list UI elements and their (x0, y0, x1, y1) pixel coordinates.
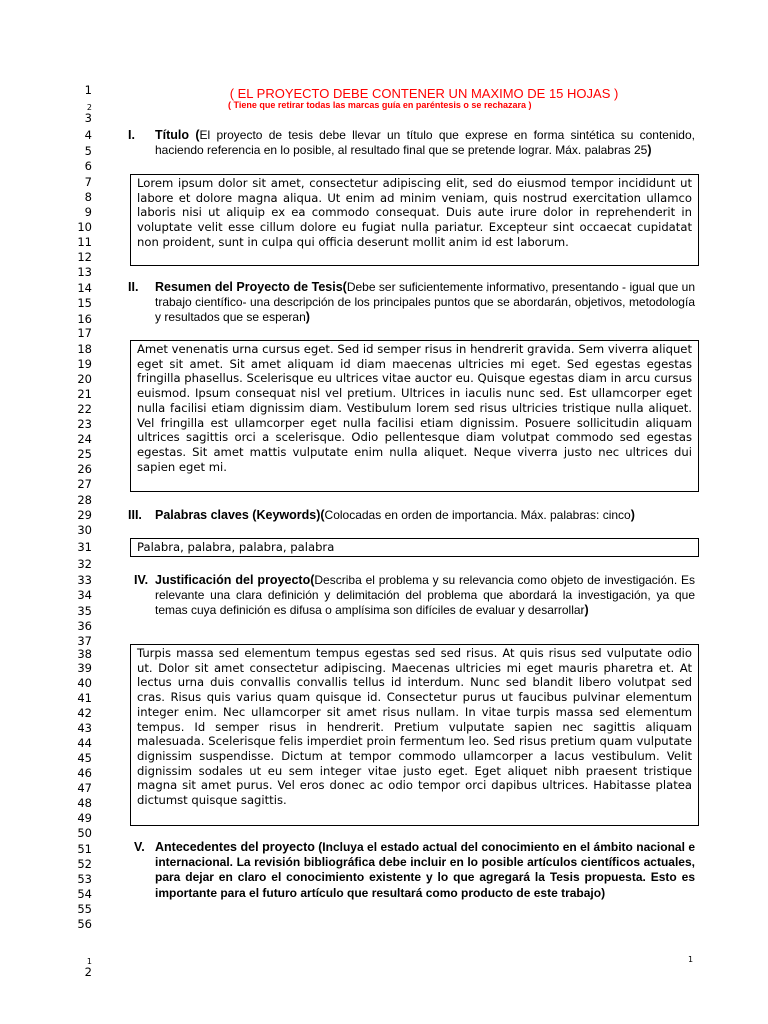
keywords-content-box[interactable]: Palabra, palabra, palabra, palabra (130, 538, 699, 557)
section-instruction: Colocadas en orden de importancia. Máx. palabras: cinco (324, 508, 631, 522)
resumen-content-box[interactable]: Amet venenatis urna cursus eget. Sed id semper risus in hendrerit gravida. Sem viverra aliquet eget sit amet. Sit amet aliquam id diam maecenas ultricies mi eget. Sed egestas egestas fringilla phasellus. Scelerisque eu ultrices vitae auctor eu. Quisque egestas diam in arcu cursus euismod. Ipsum consequat nisl vel pretium. Ultrices in iaculis nunc sed. Est ullamcorper eget nulla facilisi etiam dignissim diam. Vestibulum lorem sed risus ultricies tristique nulla aliquet. Vel fringilla est ullamcorper eget nulla facilisi etiam dignissim. Posuere sollicitudin aliquam ultrices sagittis orci a scelerisque. Odio pellentesque diam volutpat commodo sed egestas egestas. Sit amet mattis vulputate enim nulla aliquet. Neque viverra justo nec ultrices dui sapien eget mi. (130, 340, 699, 492)
line-number: 28 (77, 493, 92, 507)
line-number: 42 (77, 706, 92, 720)
line-number: 12 (77, 250, 92, 264)
line-number: 10 (77, 220, 92, 234)
titulo-content-box[interactable]: Lorem ipsum dolor sit amet, consectetur adipiscing elit, sed do eiusmod tempor incididunt ut labore et dolore magna aliqua. Ut enim ad minim veniam, quis nostrud exercitation ullamco laboris nisi ut aliquip ex ea commodo consequat. Duis aute irure dolor in reprehenderit in voluptate velit esse cillum dolore eu fugiat nulla pariatur. Excepteur sint occaecat cupidatat non proident, sunt in culpa qui officia deserunt mollit anim id est laborum. (130, 174, 699, 266)
line-number: 46 (77, 766, 92, 780)
page-limit-notice: ( EL PROYECTO DEBE CONTENER UN MAXIMO DE 15 HOJAS ) (229, 86, 619, 101)
section-numeral: I. (128, 128, 135, 142)
line-number: 38 (77, 647, 92, 661)
line-number: 19 (77, 357, 92, 371)
line-number: 1 (84, 83, 92, 97)
footer-line-number: 1 (86, 957, 92, 966)
line-number: 55 (77, 902, 92, 916)
page-number: 1 (688, 955, 694, 964)
justificacion-content-box[interactable]: Turpis massa sed elementum tempus egestas sed sed risus. At quis risus sed vulputate odio ut. Dolor sit amet consectetur adipiscing. Maecenas ultricies mi eget mauris pharetra et. At lectus urna duis convallis convallis tellus id interdum. Nunc sed blandit libero volutpat sed cras. Risus quis varius quam quisque id. Consectetur purus ut faucibus pulvinar elementum integer enim. Nec ullamcorper sit amet risus nullam. In vitae turpis massa sed elementum tempus. Id semper risus in hendrerit. Pretium vulputate sapien nec sagittis aliquam malesuada. Scelerisque felis imperdiet proin fermentum leo. Sed risus pretium quam vulputate dignissim suspendisse. Dictum at tempor commodo ullamcorper a lacus vestibulum. Velit dignissim sodales ut eu sem integer vitae justo eget. Eget aliquet nibh praesent tristique magna sit amet purus. Vel eros donec ac odio tempor orci dapibus ultrices. Habitasse platea dictumst quisque sagittis. (130, 644, 699, 826)
section-numeral: III. (128, 508, 142, 522)
section-title: Palabras claves (Keywords)( (155, 508, 325, 522)
line-number: 2 (86, 103, 92, 112)
section-title: Resumen del Proyecto de Tesis( (155, 280, 347, 294)
line-number: 54 (77, 887, 92, 901)
line-number: 18 (77, 342, 92, 356)
line-number: 20 (77, 372, 92, 386)
section-palabras-heading: Palabras claves (Keywords)(Colocadas en orden de importancia. Máx. palabras: cinco) (155, 508, 635, 522)
line-number: 30 (77, 523, 92, 537)
line-number: 24 (77, 432, 92, 446)
section-antecedentes-heading (155, 840, 695, 901)
section-instruction: (Incluya el estado actual del conocimiento en el ámbito nacional e internacional. La revisión bibliográfica debe incluir en lo posible artículos científicos actuales, para dejar en claro el conocimiento existente y lo que agregará la Tesis propuesta. Esto es importante para el futuro artículo que resultará como producto de este trabajo) (155, 840, 695, 900)
line-number: 6 (84, 159, 92, 173)
line-number: 17 (77, 326, 92, 340)
line-number: 9 (84, 205, 92, 219)
section-instruction: El proyecto de tesis debe llevar un título que exprese en forma sintética su contenido, haciendo referencia en lo posible, al resultado final que se pretende lograr. Máx. palabras 25 (155, 128, 695, 158)
line-number: 23 (77, 417, 92, 431)
line-number: 45 (77, 751, 92, 765)
line-number: 48 (77, 796, 92, 810)
line-number: 11 (77, 235, 92, 249)
line-number: 5 (84, 144, 92, 158)
line-number: 35 (77, 604, 92, 618)
section-titulo-heading: Título (El proyecto de tesis debe llevar un título que exprese en forma sintética su contenido, haciendo referencia en lo posible, al resultado final que se pretende lograr. Máx. palabras 25) (155, 128, 695, 158)
line-number: 22 (77, 402, 92, 416)
line-number: 43 (77, 721, 92, 735)
line-number: 39 (77, 661, 92, 675)
line-number: 16 (77, 312, 92, 326)
line-number: 33 (77, 573, 92, 587)
guide-marks-notice: ( Tiene que retirar todas las marcas guía en paréntesis o se rechazara ) (228, 100, 532, 110)
line-number: 15 (77, 296, 92, 310)
section-resumen-heading: Resumen del Proyecto de Tesis(Debe ser suficientemente informativo, presentando - igual que un trabajo científico- una descripción de los principales puntos que se abordarán, objetivos, metodología y resultados que se esperan) (155, 280, 696, 325)
line-number: 8 (84, 190, 92, 204)
line-number: 56 (77, 917, 92, 931)
line-number: 7 (84, 175, 92, 189)
section-numeral: V. (134, 840, 145, 854)
section-numeral: II. (128, 280, 139, 294)
line-number: 34 (77, 588, 92, 602)
line-number: 51 (77, 842, 92, 856)
line-number: 3 (84, 111, 92, 125)
line-number: 41 (77, 691, 92, 705)
line-number: 26 (77, 462, 92, 476)
section-instruction: Describa el problema y su relevancia como objeto de investigación. Es relevante una clara definición y delimitación del problema que abordará la investigación, ya que temas cuya definición es difusa o amplísima son difíciles de evaluar y desarrollar (155, 573, 695, 618)
line-number: 29 (77, 508, 92, 522)
section-title: Antecedentes del proyecto (155, 840, 315, 854)
line-number: 32 (77, 557, 92, 571)
section-title: Justificación del proyecto( (155, 573, 315, 587)
section-numeral: IV. (134, 573, 149, 587)
line-number: 21 (77, 387, 92, 401)
line-number: 31 (77, 540, 92, 554)
line-number: 50 (77, 826, 92, 840)
line-number: 44 (77, 736, 92, 750)
line-number: 37 (77, 634, 92, 648)
section-justificacion-heading: Justificación del proyecto(Describa el problema y su relevancia como objeto de investigación. Es relevante una clara definición y delimitación del problema que abordará la investigación, ya que temas cuya definición es difusa o amplísima son difíciles de evaluar y desarrollar) (155, 573, 695, 618)
section-instruction: Debe ser suficientemente informativo, presentando - igual que un trabajo científico- una descripción de los principales puntos que se abordarán, objetivos, metodología y resultados que se esperan (155, 280, 696, 325)
line-number: 27 (77, 477, 92, 491)
line-number: 52 (77, 857, 92, 871)
line-number: 49 (77, 811, 92, 825)
line-number: 47 (77, 781, 92, 795)
line-number: 25 (77, 447, 92, 461)
line-number: 53 (77, 872, 92, 886)
footer-line-number: 2 (84, 965, 92, 979)
section-title: Título ( (155, 128, 200, 142)
line-number: 4 (84, 128, 92, 142)
line-number: 13 (77, 265, 92, 279)
line-number: 14 (77, 281, 92, 295)
line-number: 36 (77, 619, 92, 633)
line-number: 40 (77, 676, 92, 690)
